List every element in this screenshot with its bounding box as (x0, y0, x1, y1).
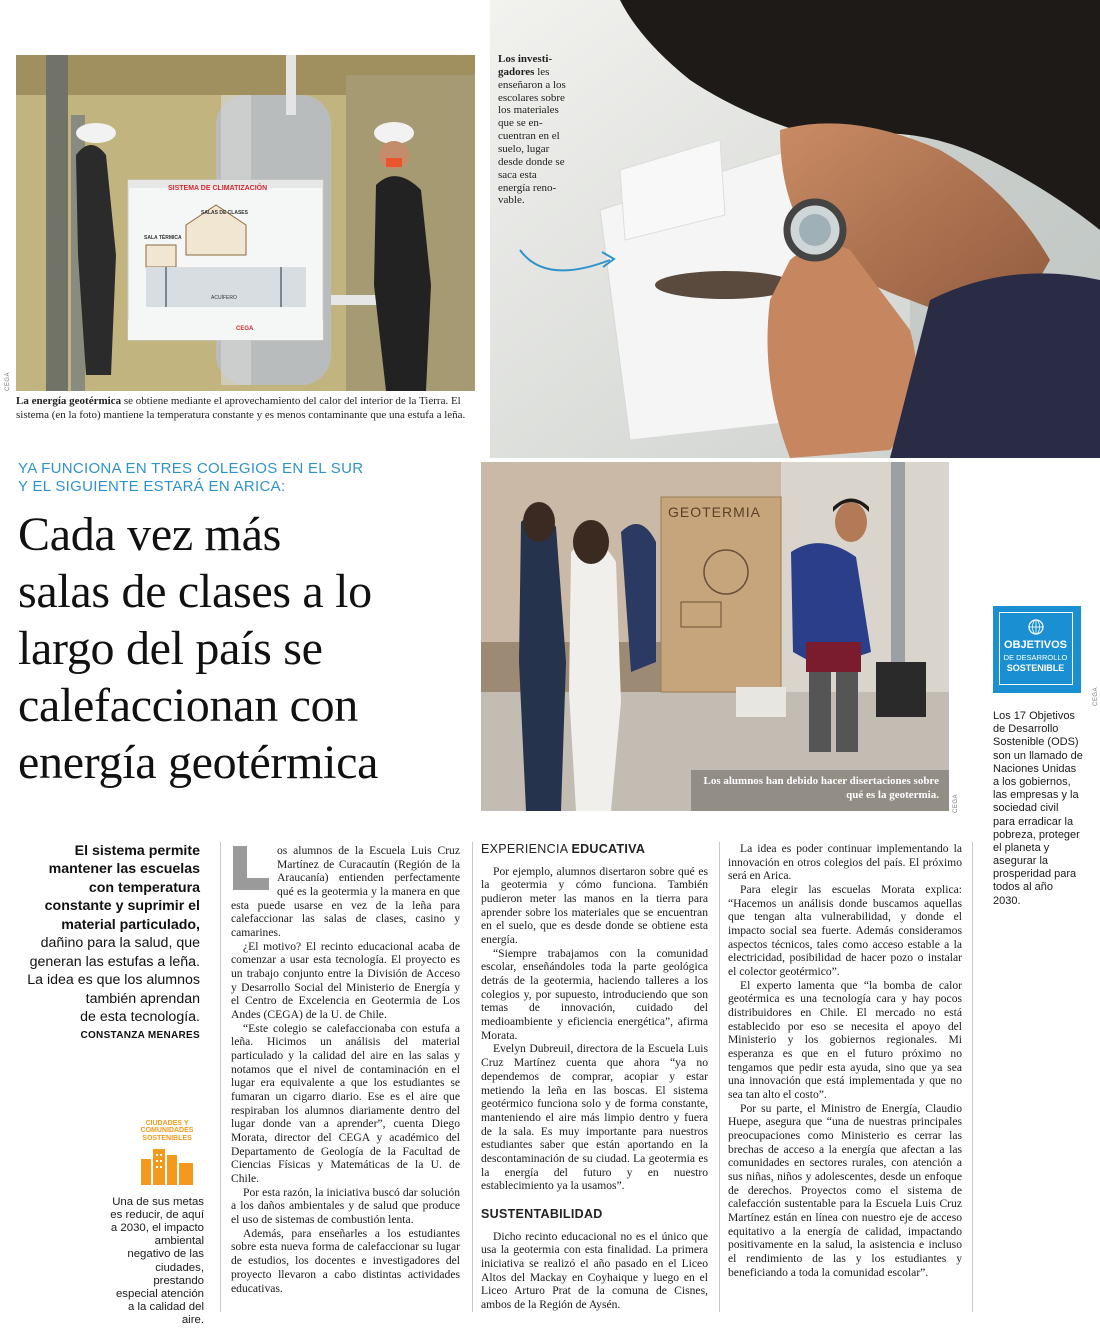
section-heading-sustentabilidad: SUSTENTABILIDAD (481, 1206, 603, 1221)
headline-line5: energía geotérmica (18, 736, 379, 790)
ods-logo-line3: SOSTENIBLE (1006, 663, 1065, 673)
headline-line3: largo del país se (18, 622, 323, 676)
poster-badge: CEGA (236, 326, 254, 332)
body-c1-p1 (231, 844, 460, 940)
body-c2-p4: Dicho recinto educacional no es el único que usa la geotermia con esta finalidad. La primera iniciativa se realizó el año pasado en el Liceo Altos del Mackay en Coyhaique y luego en el Liceo Arturo Prat de la comuna de Cisnes, ambos de la Región de Aysén. (481, 1229, 708, 1311)
caption-geothermal (16, 394, 476, 423)
headline-line4: calefaccionan con (18, 679, 358, 733)
body-c1-p4: Por esta razón, la iniciativa buscó dar solución a los daños ambientales y de salud que produce el uso de sistemas de combustión lenta. (231, 1185, 460, 1227)
city-buildings-icon (139, 1145, 195, 1185)
kicker-line2: Y EL SIGUIENTE ESTARÁ EN ARICA: (18, 478, 286, 495)
lede-text-2: generan las estufas a leña. (29, 953, 200, 970)
caption-researchers-text: les enseñaron a los escolares sobre los materiales que se encuentran en el suelo, lugar desde donde se saca esta energía renovable. (498, 65, 566, 207)
page-title (18, 506, 480, 792)
ods-logo-line1: OBJETIVOS (1004, 639, 1067, 651)
dropcap-glyph (231, 846, 271, 890)
lede-text-4: también aprendan (85, 990, 200, 1007)
kicker-line1: YA FUNCIONA EN TRES COLEGIOS EN EL SUR (18, 460, 364, 477)
photo-credit-3: CEGA (1093, 686, 1099, 706)
body-c3-p2: Para elegir las escuelas Morata explica: “Hacemos un análisis donde buscamos aquellas que tengan alta vulnerabilidad, y donde el impacto social sea fuerte. Además consideramos aspectos técnicos, tales como acceso estable a la electricidad, posibilidad de hacer pozo o instalar el colector geotérmico”. (728, 883, 962, 979)
body-c3-p3: El experto lamenta que “la bomba de calor geotérmica es una tecnología cara y hay pocos distribuidores en Chile. El mercado no está establecido por eso se necesita el apoyo del Ministerio y los gobiernos regionales. Mi esperanza es que en el futuro próximo no tengamos que pedir esta ayuda, sino que ya sea una innovación que está implementada y que no sea tan alto el costo”. (728, 978, 962, 1102)
ods-cities-line2: COMUNIDADES (140, 1127, 194, 1135)
body-c1-p2: ¿El motivo? El recinto educacional acaba de comenzar a usar esta tecnología. El proyecto es un trabajo conjunto entre la División de Acceso y Desarrollo Social del Ministerio de Energía y el Centro de Excelencia en Geotermia de Los Andes (CEGA) de la U. de Chile. (231, 939, 460, 1022)
lede (18, 842, 200, 1042)
ods-cities-badge (134, 1120, 200, 1190)
ods-logo-inner (999, 612, 1073, 685)
body-c1-p1-text: os alumnos de la Escuela Luis Cruz Martínez de Curacautín (Región de la Araucanía) entienden perfectamente qué es la geotermia y la manera en que esta puede usarse en vez de la leña para calefaccionar las salas de clases, casino y camarines. (231, 844, 460, 940)
photo-student-magnifier (490, 0, 1100, 458)
poster-label-termica: SALA TÉRMICA (144, 235, 182, 241)
ods-cities-line1: CIUDADES Y (145, 1120, 189, 1127)
caption-researchers-bold: Los investigadores (498, 53, 553, 78)
body-c2-p3: Evelyn Dubreuil, directora de la Escuela Luis Cruz Martínez cuenta que ahora “ya no dependemos de comprar, acopiar y estar metiendo la leña en las boscas. El sistema geotérmico funciona solo y de forma constante, manteniendo el aire más limpio dentro y fuera de la sala. Es muy importante para nuestros estudiantes saber que están aportando en la descontaminación de su ciudad. La geotermia es la energía del futuro y en nuestro establecimiento ya la usamos”. (481, 1042, 708, 1193)
photo-credit-1: CEGA (5, 371, 11, 391)
body-c1-p3: “Este colegio se calefaccionaba con estufa a leña. Hicimos un análisis del material particulado y la calidad del aire en las salas y notamos que el nivel de contaminación en el lugar era equivalente a que los estudiantes se fumaran un cigarro diario. Ese es el aire que respiraban los alumnos diariamente dentro del lugar donde van a aprender”, cuenta Diego Morata, director del CEGA y académico del Departamento de Geología de la Facultad de Ciencias Físicas y Matemáticas de la U. de Chile. (231, 1021, 460, 1186)
un-emblem-icon (1027, 618, 1045, 636)
headline-line1: Cada vez más (18, 508, 281, 561)
caption-students: Los alumnos han debido hacer disertaciones sobre qué es la geotermia. (703, 775, 939, 801)
lede-text-3: La idea es que los alumnos (27, 972, 200, 989)
dropcap-l (231, 846, 271, 890)
photo-geothermal-system (16, 55, 475, 391)
headline-line2: salas de clases a lo (18, 565, 372, 619)
section-heading-experiencia-b: EDUCATIVA (571, 842, 646, 856)
lede-text-5: de esta tecnología. (80, 1009, 200, 1026)
lede-bold-4: constante y suprimir el (44, 898, 200, 915)
photo-student-magnifier-art (490, 0, 1100, 458)
section-heading-experiencia (481, 842, 708, 857)
caption-geothermal-bold: La energía geotérmica (16, 395, 122, 407)
photo-students-presentation (481, 462, 949, 811)
kicker (18, 460, 478, 496)
body-column-2 (481, 842, 708, 1312)
poster-title: SISTEMA DE CLIMATIZACIÓN (168, 185, 268, 192)
lede-bold-5: material particulado, (61, 916, 200, 933)
body-c1-p5: Además, para enseñarles a los estudiantes sobre esta nueva forma de calefaccionar su lugar de estudios, los docentes e investigadores del proyecto llevaron a cabo distintas actividades educativas. (231, 1226, 460, 1295)
body-c2-p1: Por ejemplo, alumnos disertaron sobre qué es la geotermia y cómo funciona. También pudieron meter las manos en la tierra para aprender sobre los materiales que se encuentran en el suelo, que es desde donde se obtiene esta energía. (481, 864, 708, 947)
section-heading-experiencia-a: EXPERIENCIA (481, 842, 572, 856)
body-c2-p2: “Siempre trabajamos con la comunidad escolar, enseñándoles toda la parte geológica detrás de la geotermia, haciendo talleres a los colegios y, por supuesto, introduciendo que son temas de innovación, cuidado del medioambiente y eficiencia energética”, afirma Morata. (481, 946, 708, 1042)
author-byline: CONSTANZA MENARES (80, 1029, 200, 1041)
body-c3-p1: La idea es poder continuar implementando la innovación en otros colegios del país. El próximo será en Arica. (728, 842, 962, 883)
body-column-3 (728, 842, 962, 1280)
lede-text-1: dañino para la salud, que (40, 935, 200, 952)
ods-logo-box (993, 606, 1081, 693)
lede-bold-1: El sistema permite (74, 843, 200, 859)
body-c3-p4: Por su parte, el Ministro de Energía, Claudio Huepe, asegura que “una de nuestras principales preocupaciones como Ministerio es cerrar las brechas de acceso a la energía que afectan a las comunidades en sectores rurales, con atención a sus niñas, niños y adolescentes, desde un enfoque de derechos. Proyectos como el sistema de calefacción sustentable para la Escuela Luis Cruz Martínez están en línea con nuestro eje de acceso equitativo a la energía de calidad, impactando positivamente en la salud, la asistencia e incluso el rendimiento de las y los estudiantes y beneficiando a toda la comunidad escolar”. (728, 1101, 962, 1279)
ods-cities-line3: SOSTENIBLES (142, 1134, 192, 1142)
photo-credit-2: CEGA (953, 793, 959, 813)
column-rule-3 (719, 842, 720, 1312)
poster-label-acuifero: ACUÍFERO (211, 295, 237, 301)
poster-label-salas: SALAS DE CLASES (201, 210, 248, 216)
ods-cities-description: Una de sus metas es reducir, de aquí a 2030, el impacto ambiental negativo de las ciudades, prestando especial atención a la calidad del aire. (110, 1196, 204, 1326)
photo-geothermal-system-art (16, 55, 475, 391)
caption-geothermal-text: se obtiene mediante el aprovechamiento del calor del interior de la Tierra. El sistema (en la foto) mantiene la temperatura constante y es menos contaminante que una estufa a leña. (16, 395, 466, 422)
ods-logo-line2: DE DESARROLLO (1003, 653, 1068, 662)
caption-researchers (498, 53, 568, 207)
column-rule-1 (220, 842, 221, 1312)
poster2-title: GEOTERMIA (668, 504, 762, 520)
column-rule-2 (472, 842, 473, 1312)
lede-bold-3: con temperatura (88, 879, 200, 896)
column-rule-4 (972, 842, 973, 1312)
lede-bold-2: mantener las escuelas (48, 861, 200, 878)
body-column-1 (231, 844, 460, 1295)
ods-description: Los 17 Objetivos de Desarrollo Sostenible (ODS) son un llamado de Naciones Unidas a los gobiernos, las empresas y la sociedad civil para erradicar la pobreza, proteger el planeta y asegurar la prosperidad para todos al año 2030. (993, 710, 1083, 907)
